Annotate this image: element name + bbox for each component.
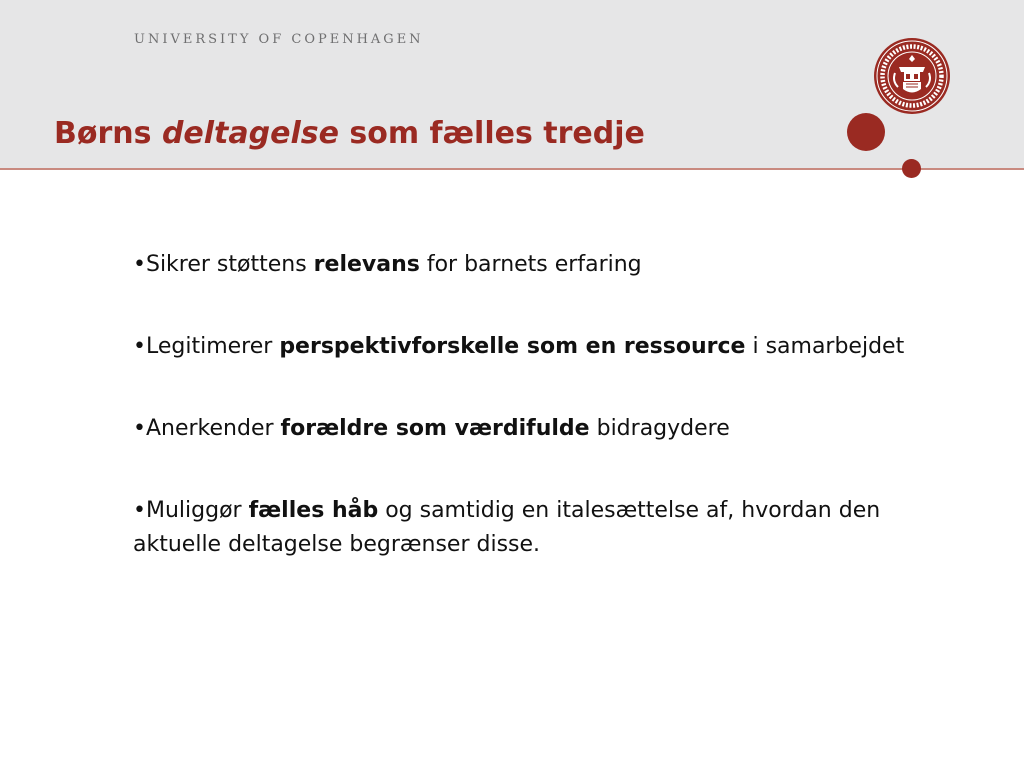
bullet-marker: • — [133, 334, 146, 359]
bullet-text: og samtidig en italesættelse af, hvordan den aktuelle deltagelse begrænser disse. — [133, 498, 881, 557]
bullet-emphasis: forældre som værdifulde — [280, 416, 590, 441]
bullet-marker: • — [133, 416, 146, 441]
university-name: UNIVERSITY OF COPENHAGEN — [134, 32, 424, 47]
bullet-item — [133, 248, 963, 282]
bullet-emphasis: fælles håb — [248, 498, 379, 523]
bullet-emphasis: relevans — [313, 252, 420, 277]
header-divider — [0, 168, 1024, 170]
bullet-text: for barnets erfaring — [419, 252, 642, 277]
university-seal-icon — [873, 37, 951, 115]
bullet-text: Legitimerer — [145, 334, 280, 359]
slide-title — [54, 116, 645, 151]
title-part-1: Børns — [54, 116, 162, 151]
bullet-emphasis: perspektivforskelle som en ressource — [279, 334, 746, 359]
bullet-text: Muliggør — [145, 498, 249, 523]
bullet-marker: • — [133, 252, 146, 277]
bullet-list — [133, 248, 963, 610]
title-emphasis: deltagelse — [161, 116, 339, 151]
bullet-text: Anerkender — [145, 416, 281, 441]
title-part-2: som fælles tredje — [338, 116, 645, 151]
decorative-dot-small — [902, 159, 921, 178]
bullet-item — [133, 494, 963, 562]
decorative-dot-large — [847, 113, 885, 151]
bullet-text: i samarbejdet — [745, 334, 905, 359]
bullet-text: Sikrer støttens — [145, 252, 314, 277]
bullet-item — [133, 412, 963, 446]
bullet-text: bidragydere — [589, 416, 730, 441]
bullet-marker: • — [133, 498, 146, 523]
bullet-item — [133, 330, 963, 364]
